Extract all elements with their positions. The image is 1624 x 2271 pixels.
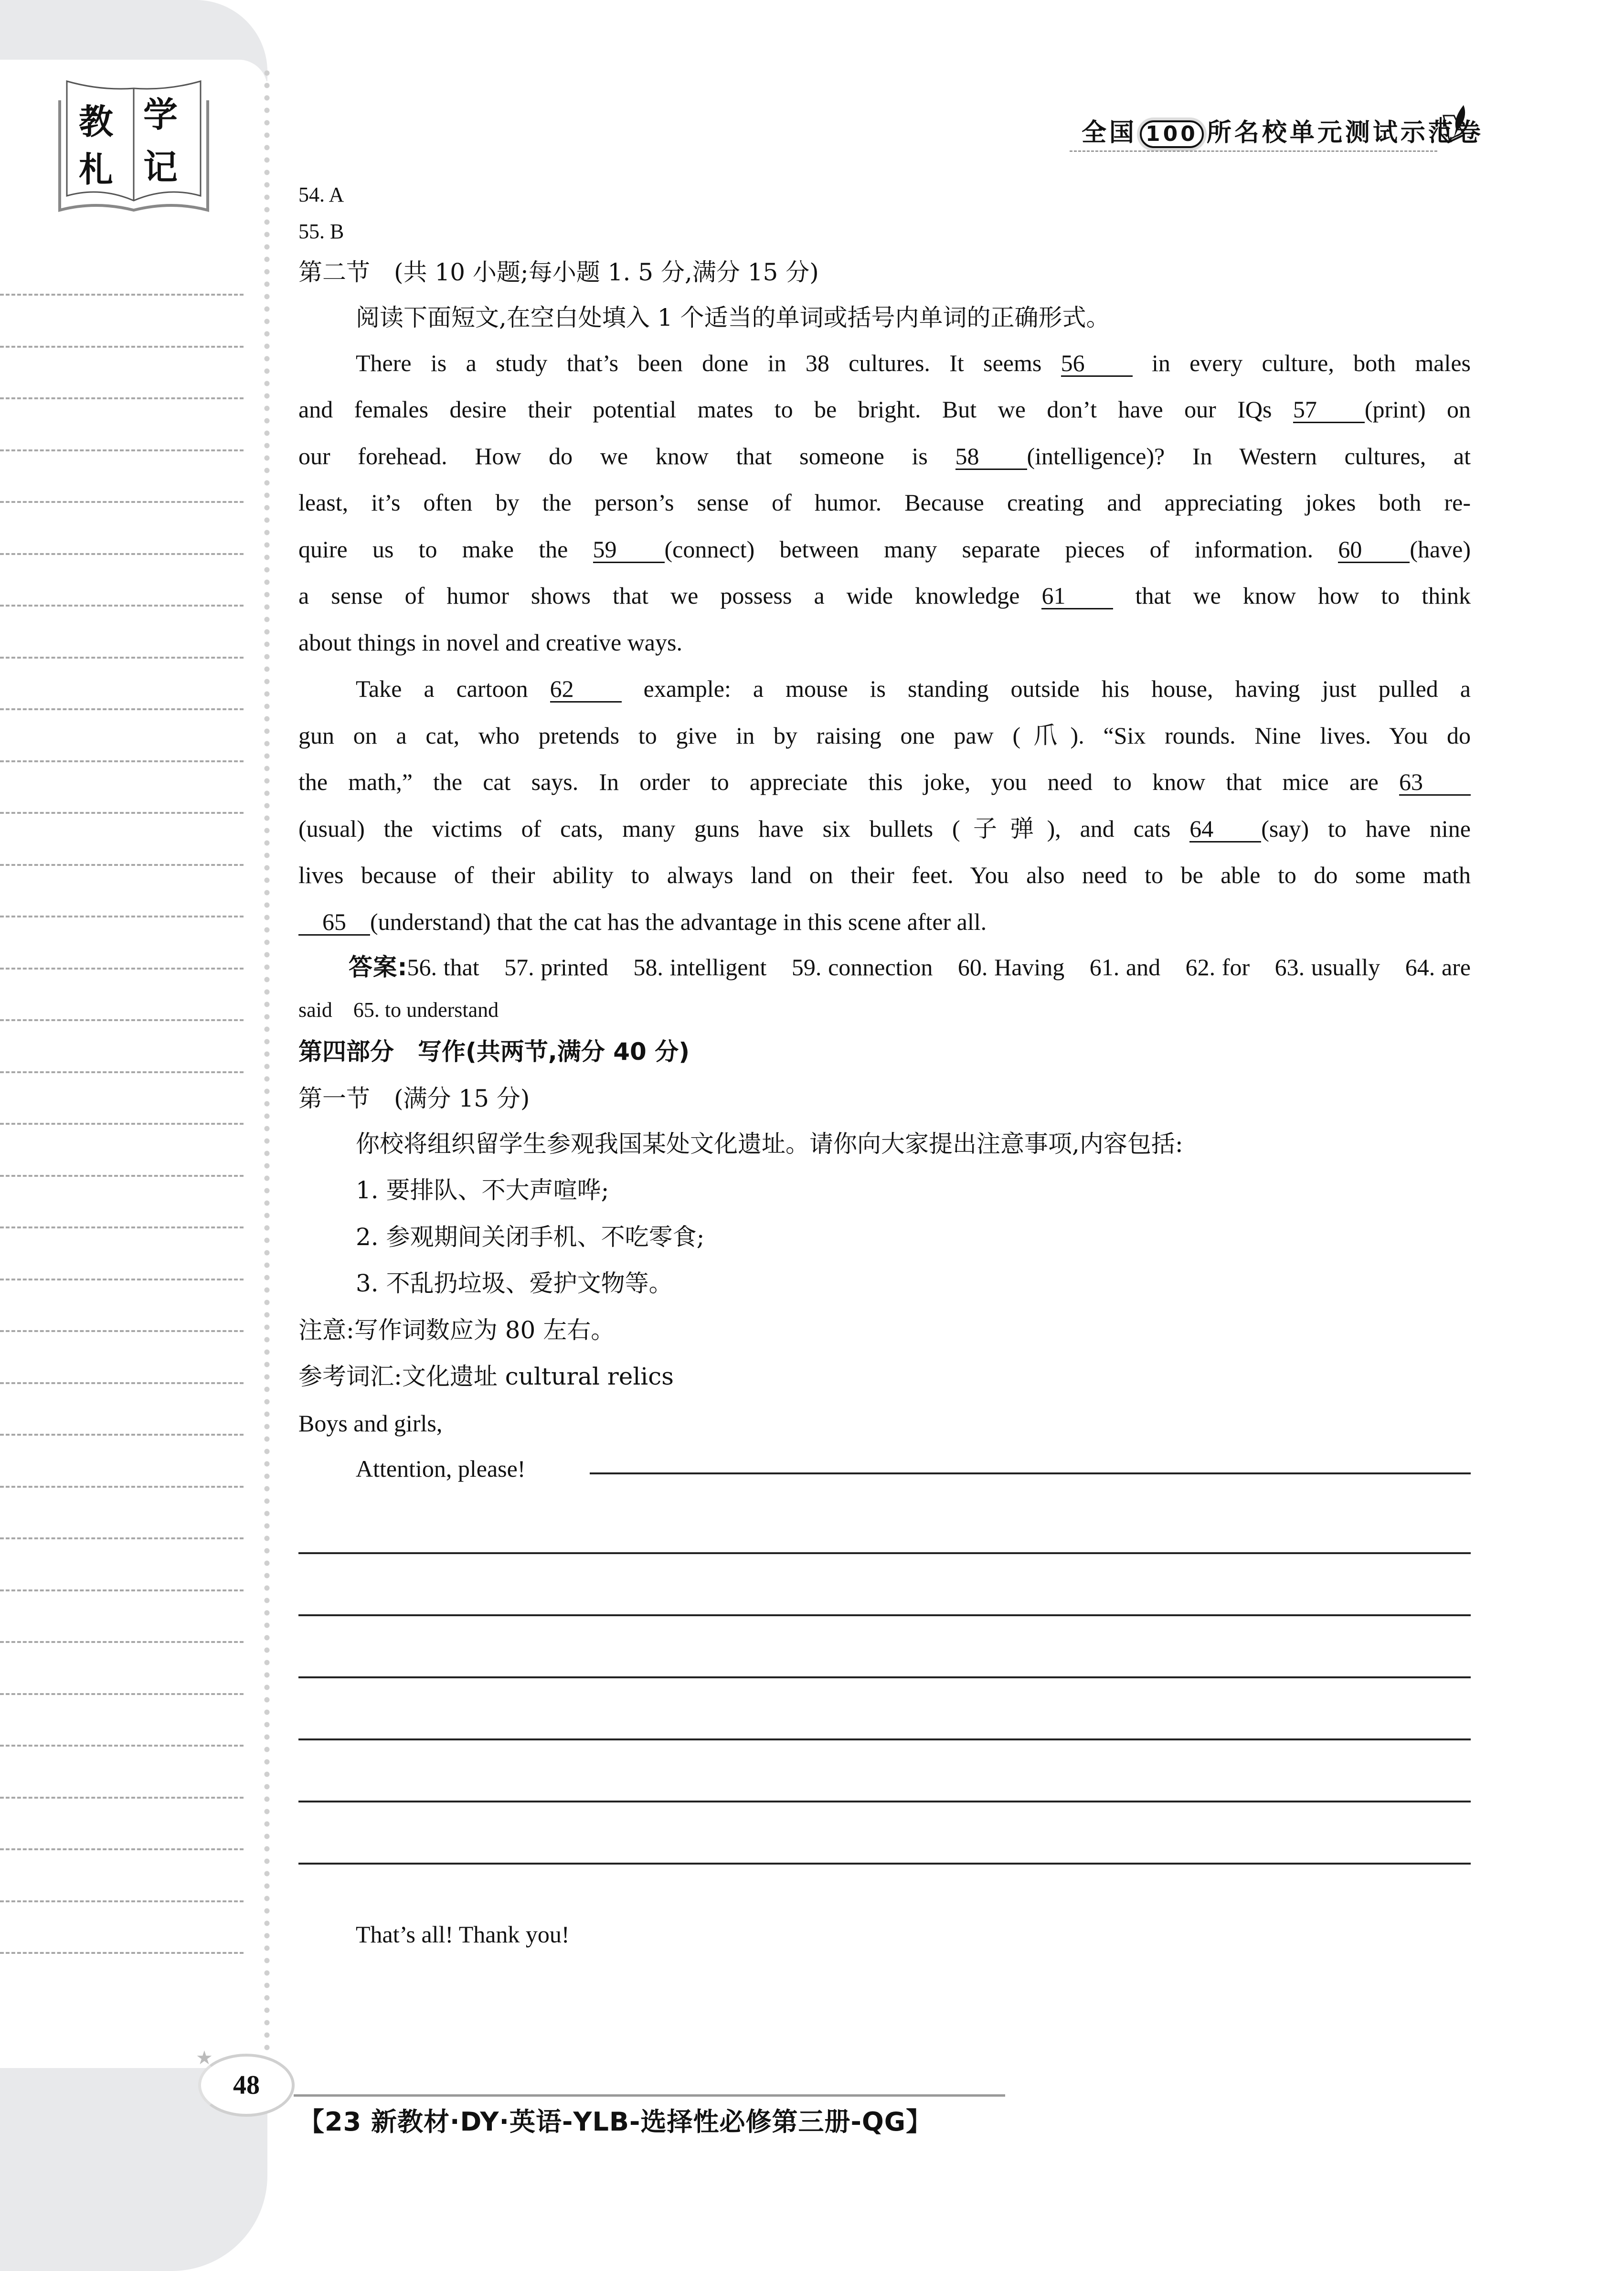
note-line [0,1589,244,1591]
answer-key-line-2: said 65. to understand [298,998,499,1022]
blank-64[interactable]: 64 [1189,816,1261,842]
note-line [0,1071,244,1073]
blank-58[interactable]: 58 [955,444,1027,470]
book-info: 【23 新教材·DY·英语-YLB-选择性必修第三册-QG】 [298,2107,933,2137]
passage-line [298,628,682,657]
passage-text: (usual) the victims of cats, many guns have six bullets (子弹), and cats [298,815,1190,842]
blank-57[interactable]: 57 [1293,397,1365,423]
passage-line [298,488,1471,517]
note-line [0,501,244,503]
blank-59[interactable]: 59 [593,537,665,563]
writing-point-1: 1. 要排队、不大声喧哗; [356,1176,609,1204]
note-line [0,397,244,399]
series-title-prefix: 全国 [1082,118,1137,147]
note-line [0,346,244,348]
blank-60[interactable]: 60 [1338,537,1410,563]
quill-pen-icon [1440,105,1468,143]
dotted-separator [264,67,270,2073]
part4-heading: 第四部分 写作(共两节,满分 40 分) [298,1038,690,1066]
teaching-notes-book-logo-icon [57,79,210,213]
header-dashed-rule [1070,150,1437,152]
passage-line [298,861,1471,889]
passage-line [298,814,1471,843]
passage-text: and females desire their potential mates to be bright. But we don’t have our IQs [298,396,1293,423]
passage-text: example: a mouse is standing outside his house, having just pulled a [621,675,1471,702]
note-line [0,1175,244,1177]
note-line [0,1486,244,1488]
writing-line[interactable] [298,1552,1471,1554]
answer-key-line-1 [349,953,1471,981]
part4-section1-heading: 第一节 (满分 15 分) [298,1085,530,1112]
logo-char-xue: 学 [143,95,178,135]
passage-text: (say) to have nine [1261,815,1471,842]
writing-closing: That’s all! Thank you! [356,1921,570,1948]
passage-text: a sense of humor shows that we possess a wide knowledge [298,582,1042,609]
writing-line[interactable] [298,1863,1471,1865]
series-header [1060,110,1490,162]
series-title [1082,112,1484,148]
section2-heading: 第二节 (共 10 小题;每小题 1. 5 分,满分 15 分) [298,258,819,286]
passage-text: (intelligence)? In Western cultures, at [1027,443,1471,469]
page-number: 48 [233,2070,260,2100]
note-line [0,864,244,866]
passage-text: in every culture, both males [1132,350,1471,376]
passage-text: gun on a cat, who pretends to give in by raising one paw (爪). “Six rounds. Nine lives. You do [298,722,1471,749]
passage-line [298,721,1471,750]
note-line [0,1279,244,1280]
note-line [0,1330,244,1332]
passage-text: (have) [1410,536,1471,563]
note-line [0,1019,244,1021]
note-line [0,812,244,814]
note-line [0,708,244,710]
writing-note: 注意:写作词数应为 80 左右。 [298,1316,615,1344]
passage-line [298,768,1471,796]
writing-vocab: 参考词汇:文化遗址 cultural relics [298,1363,674,1390]
note-line [0,294,244,296]
note-line [0,1641,244,1643]
answer-key-text: 56. that 57. printed 58. intelligent 59. connection 60. Having 61. and 62. for 63. usually 64. are [407,954,1471,981]
series-title-suffix: 所名校单元测试示范卷 [1206,118,1484,147]
note-line [0,760,244,762]
section2-instruction: 阅读下面短文,在空白处填入 1 个适当的单词或括号内单词的正确形式。 [356,304,1110,331]
note-line [0,1226,244,1228]
note-line [0,1382,244,1384]
writing-point-3: 3. 不乱扔垃圾、爱护文物等。 [356,1269,673,1297]
note-line [0,968,244,970]
answer-55: 55. B [298,220,344,243]
passage-line [298,581,1471,610]
passage-text: that we know how to think [1113,582,1471,609]
passage-text: (print) on [1364,396,1471,423]
writing-point-2: 2. 参观期间关闭手机、不吃零食; [356,1223,705,1251]
writing-prompt: 你校将组织留学生参观我国某处文化遗址。请你向大家提出注意事项,内容包括: [356,1130,1183,1158]
note-line [0,1123,244,1125]
writing-opening: Attention, please! [356,1455,526,1482]
passage-text: Take a cartoon [356,675,550,702]
passage-text: (connect) between many separate pieces of information. [664,536,1338,563]
series-badge-100: 100 [1140,120,1204,148]
passage-text: our forehead. How do we know that someone is [298,443,955,469]
writing-line[interactable] [298,1801,1471,1802]
blank-62[interactable]: 62 [550,676,622,703]
logo-char-ji: 记 [143,147,178,187]
writing-line[interactable] [298,1738,1471,1740]
passage-text: quire us to make the [298,536,593,563]
note-line [0,1848,244,1850]
note-line [0,553,244,555]
writing-salutation: Boys and girls, [298,1410,443,1437]
note-line [0,1434,244,1436]
note-line [0,1952,244,1954]
blank-63[interactable]: 63 [1399,769,1471,796]
passage-text: lives because of their ability to always land on their feet. You also need to be able to do some math [298,862,1471,888]
page-number-badge [198,2054,295,2117]
writing-line[interactable] [298,1614,1471,1616]
note-line [0,657,244,659]
blank-61[interactable]: 61 [1041,583,1113,609]
passage-text: least, it’s often by the person’s sense of humor. Because creating and appreciating jokes both re- [298,489,1471,516]
passage-line [298,907,987,936]
passage-text: the math,” the cat says. In order to appreciate this joke, you need to know that mice are [298,768,1399,795]
writing-line[interactable] [298,1676,1471,1678]
blank-65[interactable]: 65 [298,909,370,936]
passage-text: (understand) that the cat has the advantage in this scene after all. [370,908,987,935]
logo-char-zha: 札 [79,149,114,190]
note-line [0,1537,244,1539]
passage-line [298,395,1471,424]
passage-text: about things in novel and creative ways. [298,629,682,656]
notes-sidebar [0,0,267,2271]
passage-line [356,349,1471,377]
passage-line [298,442,1471,470]
note-line [0,1797,244,1799]
blank-56[interactable]: 56 [1061,351,1133,377]
note-line [0,1745,244,1747]
passage-text: There is a study that’s been done in 38 cultures. It seems [356,350,1061,376]
logo-char-jiao: 教 [79,102,114,142]
star-icon: ★ [196,2047,213,2068]
note-line [0,449,244,451]
note-line [0,1693,244,1695]
writing-line-first[interactable] [590,1472,1471,1474]
note-line [0,1900,244,1902]
answer-54: 54. A [298,183,344,206]
passage-line [356,674,1471,703]
note-line [0,605,244,607]
passage-line [298,535,1471,564]
footer-rule [294,2094,1005,2097]
answer-label: 答案: [349,953,407,981]
note-line [0,916,244,917]
